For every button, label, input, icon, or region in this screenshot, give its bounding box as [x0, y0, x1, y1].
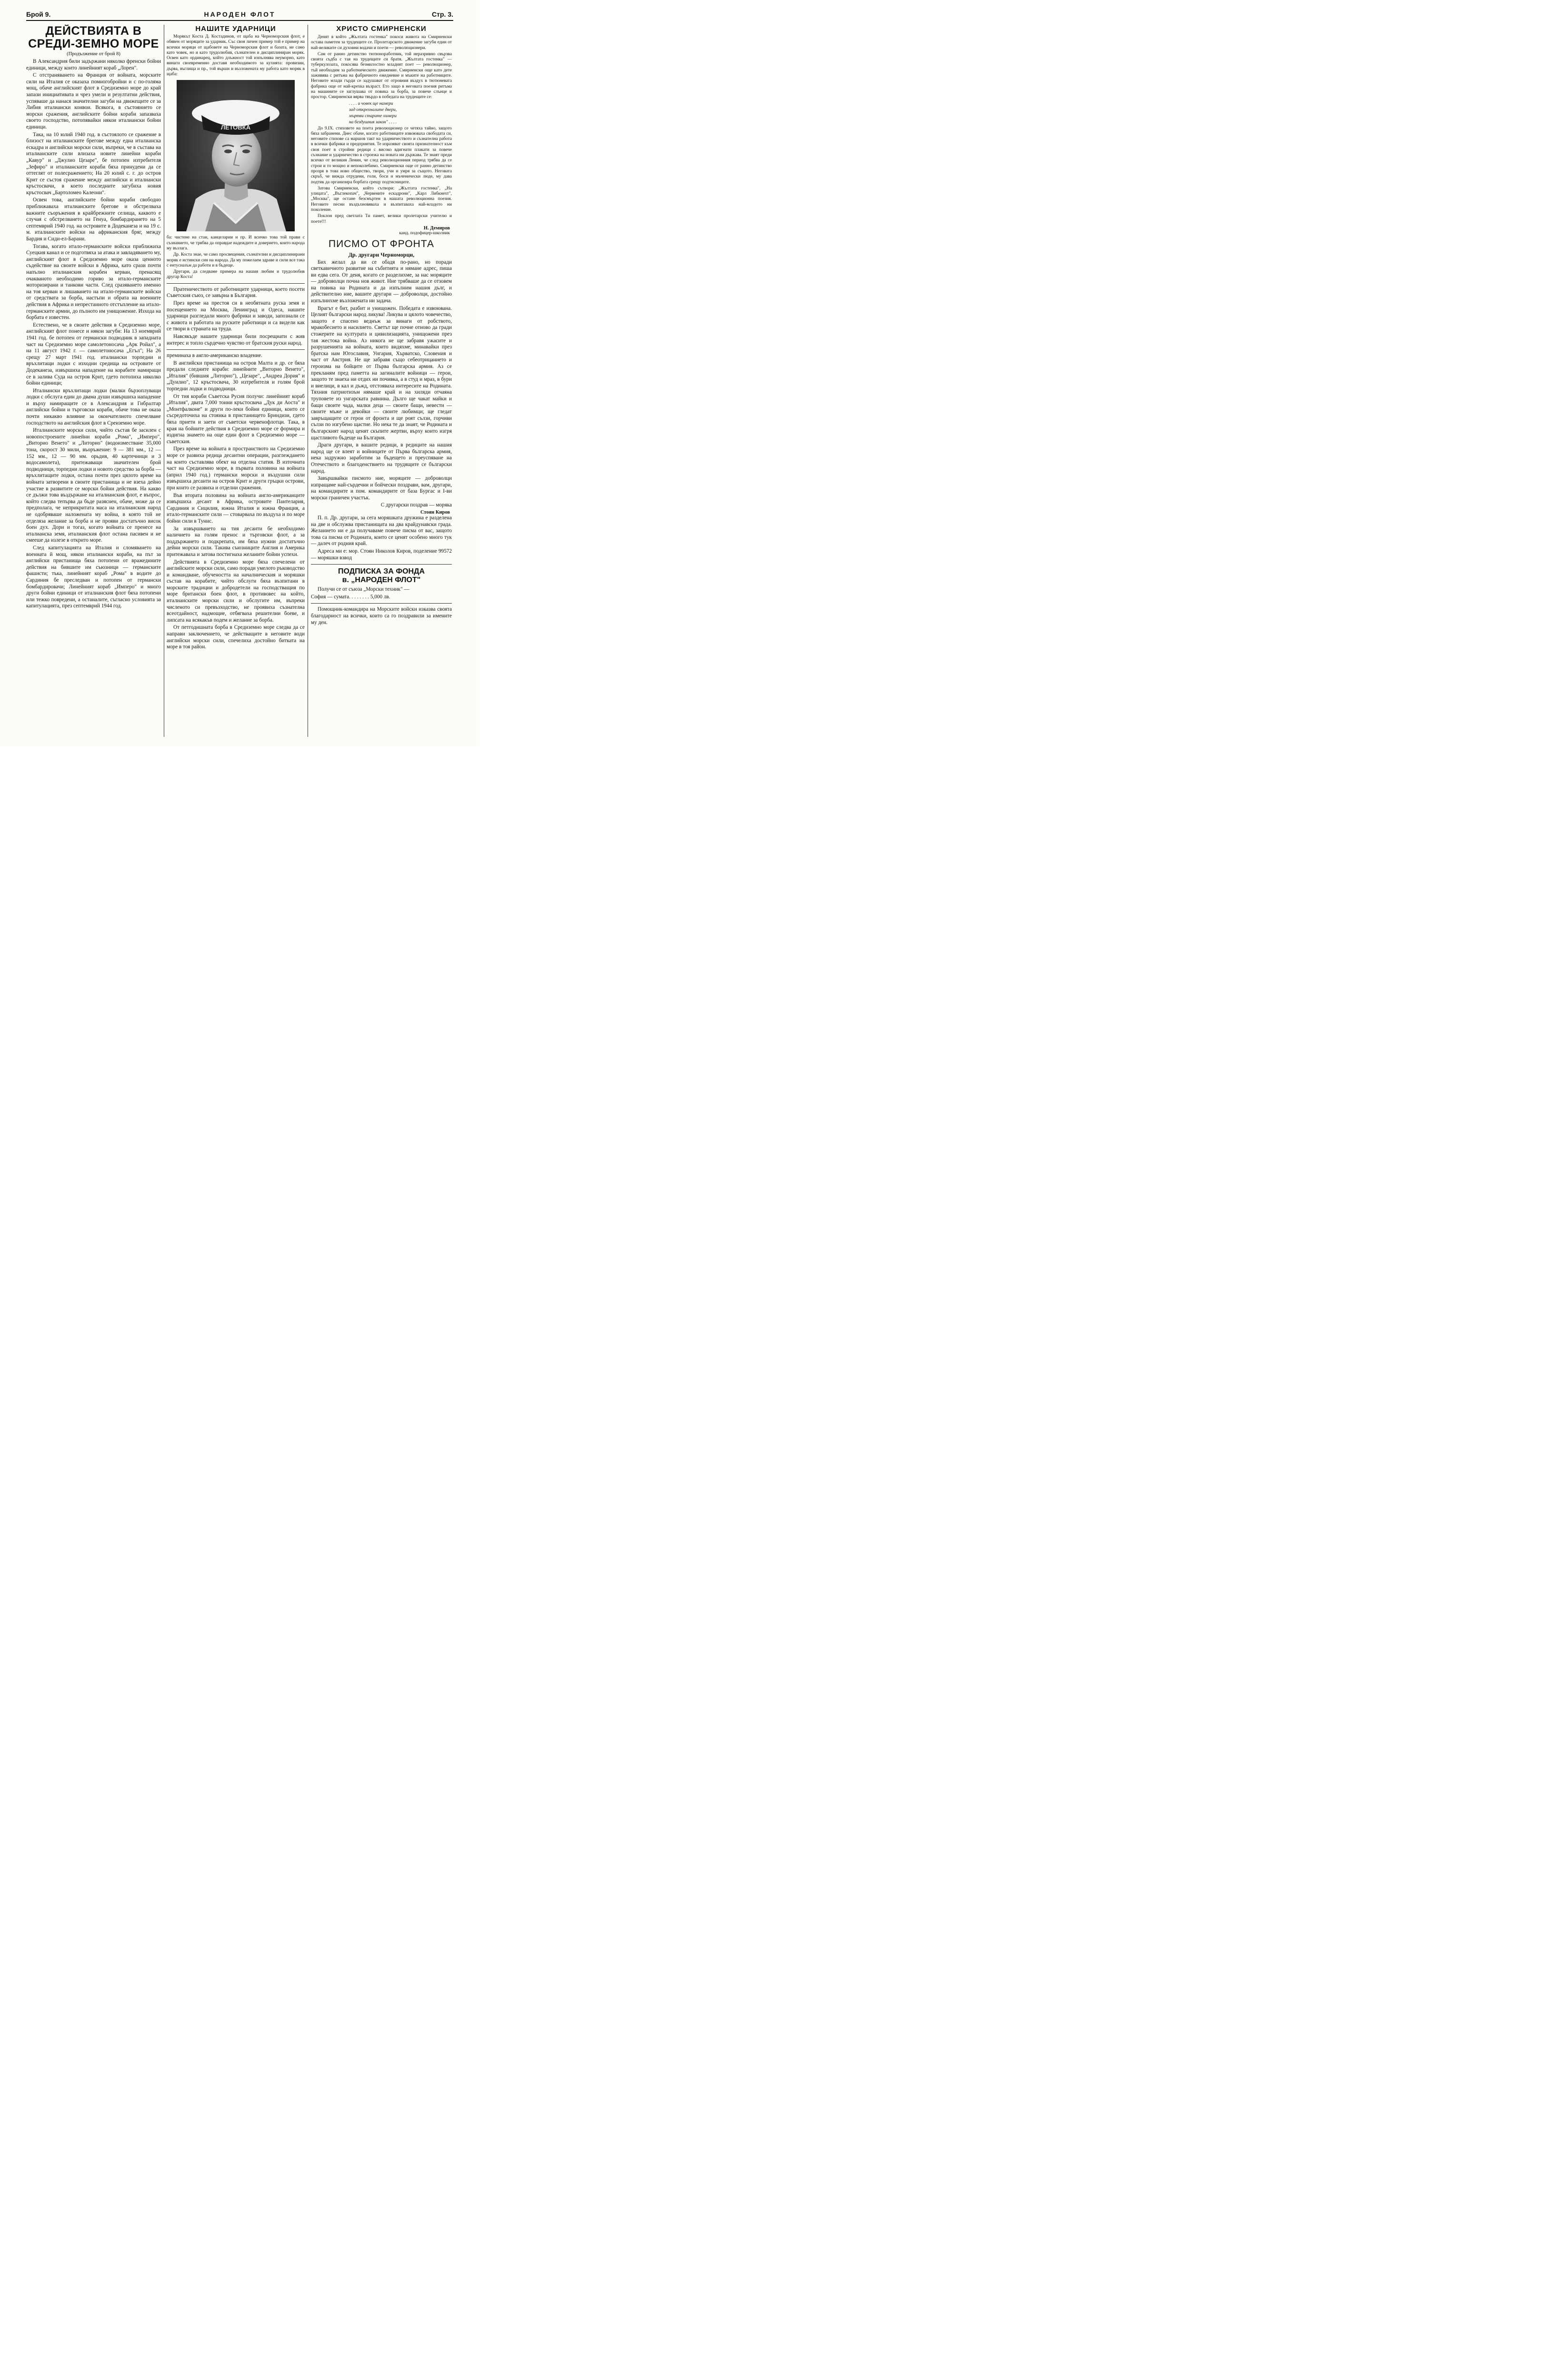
letter-paragraph: Врагът е бит, разбит и унищожен. Победата е извоювана. Целият български народ ликува! Ликува и цялото човечество, защото е спасено веднъж за винаги от робството, мракобесието и насилието. Светът ще почне отново да гради стожерите на културата и цивилизацията, унищожени през тая жестока война. Аз никога не ще забравя ужасите и разрушенията на войната, които видяхме, минавайки през братска нам Югославия, Унгария, Хърватско, Словения и част от Австрия. Не ще забравя също себеотрицанието и героизма на бойците от Първа българска армия. Аз се прекланям пред паметта на загиналите войници — герои, защото те знаеха ни отдих ни почивка, а в студ и мраз, в бури и виелици, в кал и дъжд, отстояваха интересите на Родината. Тяхния патриотизъм нямаше край и на хиляди отчаяна труповете из унгарската равнина. Дълго ще чакат майки и бащи своите чада, малки деца — своите бащи, невести — своите мъже и девойки — своите любимци; ще гледат завръщащите се герои от фронта и ще роят сълзи, горчиви сълзи по изгубено щастие. Но нека те да знаят, че Родината и българският народ ценят скъпите жертви, върху които изгря щастливото бъдеще на България. [311, 305, 452, 441]
letter-paragraph: Завършвайки писмото ние, моряците — доброволци изпращаме най-сърдечни и бойчески поздрави, вам, другари, на командирите и пом. командирите от база Бургас и I-ви морски граничен участък. [311, 476, 452, 501]
letter-greeting: Др. другари Черноморци, [348, 251, 415, 258]
article-paragraph: Денят в който „Жълтата гостенка" покоси живота на Смирненски остава паметен за трудещите се. Пролетарското движение загуби един от най-великите си духовни водачи и поети — революционери. [311, 35, 452, 50]
article-paragraph: След капитулацията на Италия и сломяването на военната й мощ, някои италиански кораби, на път за английски пристанища бяха потопени от вражеднните действия на бившите им съюзници — германските фашисти; тъка, линейният кораб „Рома" в водите до Сардиния бе преследван и потопен от германски бомбардировачи; Линейният кораб „Имперо" и много други бойни единици от италианския флот бяха потопени или тежко повредени, а останалите, съгласно условията за капитулацията, през септемврий 1944 год. [26, 545, 161, 609]
article-paragraph: Другари, да следваме примера на нашия любим и трудолюбив другар Коста! [167, 269, 305, 280]
article-intro: Морякът Коста Д. Костадинов, от щаба на Черноморския флот, е обявен от моряците за ударник. Със своя личен пример той е пример на всички моряци от щабовете на Черноморския флот и базата, не само като човек, но и като трудолюбив, съзнателен и дисциплиниран моряк. Освен като ординарец, който длъжност той изпълнява неуморно, като винаги своевременно доставя необходимото за кухнята: провизии, дърва, въглища и пр., той върши и възложената му работа като моряк в щаба: [167, 34, 305, 77]
article-paragraph: През време на войната в пространството на Средиземно море се развиха редица десантни операции, разглеждането на които съставлява обект на отделна статия. В източната част на Средиземно море, в първата половина на войната (април 1940 год.) германски морски и въздушни сили извършиха десанти на остров Крит и други гръцки острови, при които се развиха и отделни сражения. [167, 446, 305, 491]
article-paragraph: Сам от ранно детинство тютюноработник, той неразривно свързва своята съдба с тая на трудещите си братя. „Жълтата гостенка" — туберкулозата, покосява безмилостно младият поет — революционер, тъй необходим за работническото движение. Смирненски още като дете заживява с ритъма на фабричното ежедневие и мъките на работниците. Неговите млади гърди се задушават от отровния въздух в тютюневата фабрика още от най-крехка възраст. Ето защо в неговата поезия ритъма на машините се заглушава от повика за борба, за повече слънце и простор. Смирненски вярва твърдо в победата на трудещите се: [311, 51, 452, 100]
article-paragraph: Италианските морски сили, чийто състав бе засилен с новопостроените линейни кораби „Рома", „Имперо", „Виторио Венето" и „Литорио" (водоизместване 35,000 тона, скорост 30 мили, въоръжение: 9 — 381 мм., 12 — 152 мм., 12 — 90 мм. орьдия, 40 картечници и 3 водосамолета), притежаващи значителен брой подводници, торпедни лодки и новото средство за борба — връхлитащите лодки, остана почти през цялото време на войната затворени в своите пристанища и не взеха дейно участие в развитите се морски бойни действия. На какво се дължи това въздържане на италианския флот, е въпрос, който следва тепърва да бъде разяснен, обаче, може да се предполага, че неприкритата маса на италианския народ не одобряваше наложената му война, в която той не отделяза желание за борба и не прояви достатъчно висок боен дух. Дори и тогаз, когато войната се пренесе на италианска земя, италианския флот остана пасивен и не смееше да излезе в открито море. [26, 427, 161, 544]
continuation-note: (Продължение от брой 8) [67, 51, 120, 57]
article-title-letter: ПИСМО ОТ ФРОНТА [329, 238, 434, 249]
letter-paragraph: Драги другари, в вашите редици, в редиците на нашия народ ще се влеят и войниците от Първа българска армия, нека задружно заработим за бъдещето и преуспяване на Отечеството и благоденствието на трудящите се български народ. [311, 442, 452, 474]
page-number: Стр. 3. [432, 10, 453, 18]
letter-paragraph: Бих желал да ви се обадя по-рано, но поради светкавичното развитие на събитията и нямане адрес, пиша ви едва сега. От деня, когато се разделихме, за нас моряците — доброволци почна нов живот. Ние трябваше да се отзовем на повика на Родината и да изпълним нашия дълг, и действително ние, вашите другари — доброволци, достойно изпълнихме възложената ни задача. [311, 259, 452, 304]
poem-line: зад открехналите двери, [349, 107, 397, 112]
article-paragraph: От петгодишната борба в Средиземно море следва да се направи заключението, че действащите в неговите води английски морски сили, спечелиха достойно битката на море в тоя район. [167, 625, 305, 650]
section-divider [311, 603, 452, 604]
author-name: Н. Демиров [423, 225, 450, 231]
poem-line: на бездушния закон" . . . . [349, 119, 397, 125]
delegation-paragraph: Навсякъде нашите ударници били посрещнати с жив интерес и топло сърдечно чувство от братския руски народ. [167, 333, 305, 346]
newspaper-title: НАРОДЕН ФЛОТ [204, 10, 276, 18]
article-paragraph: Така, на 10 юлий 1940 год. в състоялото се сражение в близост на италианските брегове между една италианска ескадра и английски морски сили, въпреки, че в състава на италианските сили влизаха новите линейни кораби „Кавур" и „Джулио Цезаре", бе потопен изтребителя „Зефиро" и италианските кораби бяха принудени да се оттеглят от полесражението; На 20 юлий с. г. до остров Крит се състоя сражение между английски и италиански кръстосвачи, в което последните загубиха новия кръстосвач „Бартоломео Калеони". [26, 131, 161, 196]
article-paragraph: До 9.IX. стиховете на поета революционер се четяха тайно, защото бяха забранени. Днес обаче, когато работниците извоюваха свободата си, неговите стихове са маршов такт на ударничеството и съзнателна работа в всички фабрики и предприятия. Те изразяват своята признателност към своя поет в стройни редици с високо вдигнати плакати за повече съзнание и ударничество в строежа на новата ни държава. Те знаят преди всичко от великия Ленин, че след революционния период трябва да се строи и то мощно и непоколебимо. Смирненски още от ранно детинство прозря в това ново общество, твори, учи и умря за същото. Неговата скръб, че вижда отрудени, голи, боси и мъченически люде, му дава подтик да организира борбата срещу подтисниците. [311, 126, 452, 185]
poem-line: мъртви старите химери [349, 113, 397, 119]
fund-line: София — сумата. . . . . . . . 5,000 лв. [311, 594, 390, 600]
article-paragraph: Тогава, когато итало-германските войски приближиха Суецкия канал и се подготвяха за атака и завладяването му, английският флот в Средиземно море оказа ценното съдействие на своите войски в Африка, като срази почти напълно италианския корабен керван, пренасящ очакваното необходимо гориво за итало-германските моторизирани и танкови части. След сразяването именно на тоя керван и лишаването на итало-германските войски от средствата за борба, настъпи и обрата на военните действия в Африка и непрестанното отстъпление на итало-германските армии, до пълното им унищожение. Изхода на борбата е известен. [26, 243, 161, 321]
article-title-shockworkers: НАШИТЕ УДАРНИЦИ [195, 25, 276, 33]
article-paragraph: преминаха в англо-американско владение. [167, 353, 262, 359]
article-paragraph: Във втората половина на войната англо-американците извършиха десант в Африка, островите Пантелария, Сардиния и Сицилия, южна Италия и южна Франция, а итало-германските сили — стоварваха по въздуха и по море бойни сили в Тунис. [167, 492, 305, 524]
section-divider [167, 349, 305, 350]
page-header [26, 10, 453, 19]
section-divider [311, 564, 452, 565]
issue-number: Брой 9. [26, 10, 51, 18]
poem-line: . . . . и човек ще намери [349, 101, 393, 106]
thanks-note: Помощник-командира на Морските войски изказва своята благодарност на всички, които са го поздравили за имените му ден. [311, 606, 452, 625]
article-paragraph: Поклон пред светлата Ти памет, велики пролетарски учителю и поете!!! [311, 214, 452, 224]
fund-title [311, 567, 452, 585]
section-divider [167, 283, 305, 284]
delegation-paragraph: През време на престоя си в необятната руска земя и посещението на Москва, Ленинград и Одеса, нашите ударници разгледали много фабрики и заводи, запознали се с живота и работата на руските работници и са видели как се твори в страната на труда. [167, 300, 305, 332]
article-paragraph: Естествено, че в своите действия в Средиземно море, английският флот понесе и някои загуби: На 13 ноемврий 1941 год. бе потопен от германски подводник в западната част на Средиземно море самолетоносача „Арк Ройал", а на 11 август 1942 г. — самолетоносача „Егъл"; На 26 срещу 27 март 1941 год. италиански торпедни и връхлитащи лодки с изходни средища на островите от Додеканеза, извършиха нападение на корабите намиращи се в залива Суда на остров Крит, гдето потопиха няколко бойни единици; [26, 322, 161, 387]
letter-signature: Стоян Киров [420, 510, 450, 516]
article-paragraph: За извършването на тия десанти бе необходимо наличието на голям пренос и търговски флот, а за поддържането и подкрепата, им бяха нужни достатъчно дейни морски сили. Такива съюзниците Англия и Америка притежаваха и затова постигнаха желаните бойни успехи. [167, 526, 305, 557]
column-mediterranean [26, 25, 161, 739]
article-paragraph: ба: чистене на стаи, канцеларии и пр. И всичко това той прави с съзнанието, че трябва да оправдае надеждите и доверието, които народа му възлага. [167, 235, 305, 251]
article-paragraph: В Александрия били задържани няколко френски бойни единици, между които линейният кораб „Лорен". [26, 59, 161, 71]
newspaper-page [0, 0, 479, 746]
article-paragraph: Действията в Средиземно море бяха спечелени от английските морски сили, само поради умелото ръководство и командване, обучеността на началническия и моряшки състав на корабите, чийто обслуги бяха възпитани в морските традиции и добродетели на господстващия по море британски боен флот, в противовес на който, италианските морски сили и обслугите им, въпреки численото си превъзходство, не проявиха съзнателна всеотдайност, надмощие, отбягваха решителни боеве, и липсата на всякакъв подем и желание за борба. [167, 559, 305, 623]
sailor-portrait-photo [177, 80, 295, 231]
column-smirnenski-letter [311, 25, 452, 739]
article-title-smirnenski: ХРИСТО СМИРНЕНСКИ [336, 25, 427, 33]
article-paragraph: С отстраняването на Франция от войната, морските сили на Италия се оказаха помногобройни и с по-голяма мощ, обаче английският флот в Средиземно море до край запази инициативата и чрез умели и резултатни действия, успяваше да нанася значителни загуби на движещите се за Либия италиански конвои. Всякога, в състоянието се морски сражения, английските бойни кораби запазваха своето господство, потопявайки някои италиански бойни единици. [26, 72, 161, 130]
article-title-mediterranean: ДЕЙСТВИЯТА В СРЕДИ-ЗЕМНО МОРЕ [28, 25, 159, 50]
header-rule [26, 20, 453, 21]
article-paragraph: Италиански връхлитащи лодки (малки бързоплуващи лодки с обслуга един до двама души извършиха нападение и върху намиращите се в Александрия и Гибралтар английски бойни и търговски кораби, обаче това не оказа почти никакво влияние за окончателното спечелване господството на английския флот в Среиземно море. [26, 387, 161, 426]
poem-excerpt [311, 101, 452, 125]
fund-line: Получи се от съюза „Морски техник" — [318, 586, 409, 593]
letter-address: Адреса ми е: мор. Стоян Николов Киров, поделение 99572 — моряшки взвод [311, 548, 452, 561]
article-paragraph: От тия кораби Съветска Русия получи: линейният кораб „Италия", двата 7,000 тонни кръстосвача „Дук ди Аоста" и „Монтфалконе" и други по-леки бойни единици, които се съсредоточиха на стоянка в пристанището Бриндизи, гдето бяха приети и заети от съветски червенофлотци. Така, в края на бойните действия в Средиземно море се формира и издигна знамето на още един флот в Средиземно море — съветския. [167, 393, 305, 445]
sailor-portrait-image [177, 80, 295, 231]
cap-ribbon-text: ЛЕТОВКА [220, 124, 251, 131]
column-shockworkers [167, 25, 305, 739]
delegation-paragraph: Пратеничеството от работниците ударници, което посети Съветския съюз, се завърна в България. [167, 286, 305, 299]
fund-title-line: ПОДПИСКА ЗА ФОНДА [338, 567, 425, 576]
letter-postscript: П. п. Др. другари, за сега моряшката дружина е разделена на две и обслужва пристанищата на два крайдунавски града. Желанието ни е да получаваме повече писма от вас, защото това са писма от Родината, които се ценят особено много тук — далеч от родния край. [311, 515, 452, 547]
article-paragraph: В английски пристанища на остров Малта и др. се бяха предали следните кораби: линейните „Виторио Венето", „Италия" (бившия „Литорио"), „Цезаре", „Андреа Дория" и „Дуилио", 12 кръстосвача, 30 изтребителя и голям брой торпедни лодки и подводници. [167, 360, 305, 392]
article-paragraph: Освен това, английските бойни кораби свободно приближаваха италианските брегове и обстрелваха важните съоръжения в крайбрежните селища, каквото е случая с обстрелването на Генуа, бомбардирането на 5 септемврий 1940 год. на островите в Додеканеза и на 19 с. м. италианските войски на африканския бряг, между Бардия и Сиди-ел-Барани. [26, 197, 161, 242]
article-paragraph: Др. Коста знае, че само просвещения, съзнателни и дисциплинирани моряк е истински син на народа. Да му пожелаем здраве и сили все така с ентусиазъм да работи и в бъдеще. [167, 252, 305, 268]
article-paragraph: Затова Смирненски, който сътвори: „Жълтата гостенка", „На улицата", „Въглекопач", „Червените ескадрони", „Карл Либкнехт", „Москва", ще остане безсмъртен в нашата революционна поезия. Неговите песни въздъхновяваха и възпитаваха най-младото ни поколение. [311, 186, 452, 213]
author-role: канд. подофицер-школник [399, 230, 450, 236]
letter-closing: С другарски поздрав — моряка [380, 502, 452, 508]
fund-title-line: в. „НАРОДЕН ФЛОТ" [342, 576, 421, 585]
